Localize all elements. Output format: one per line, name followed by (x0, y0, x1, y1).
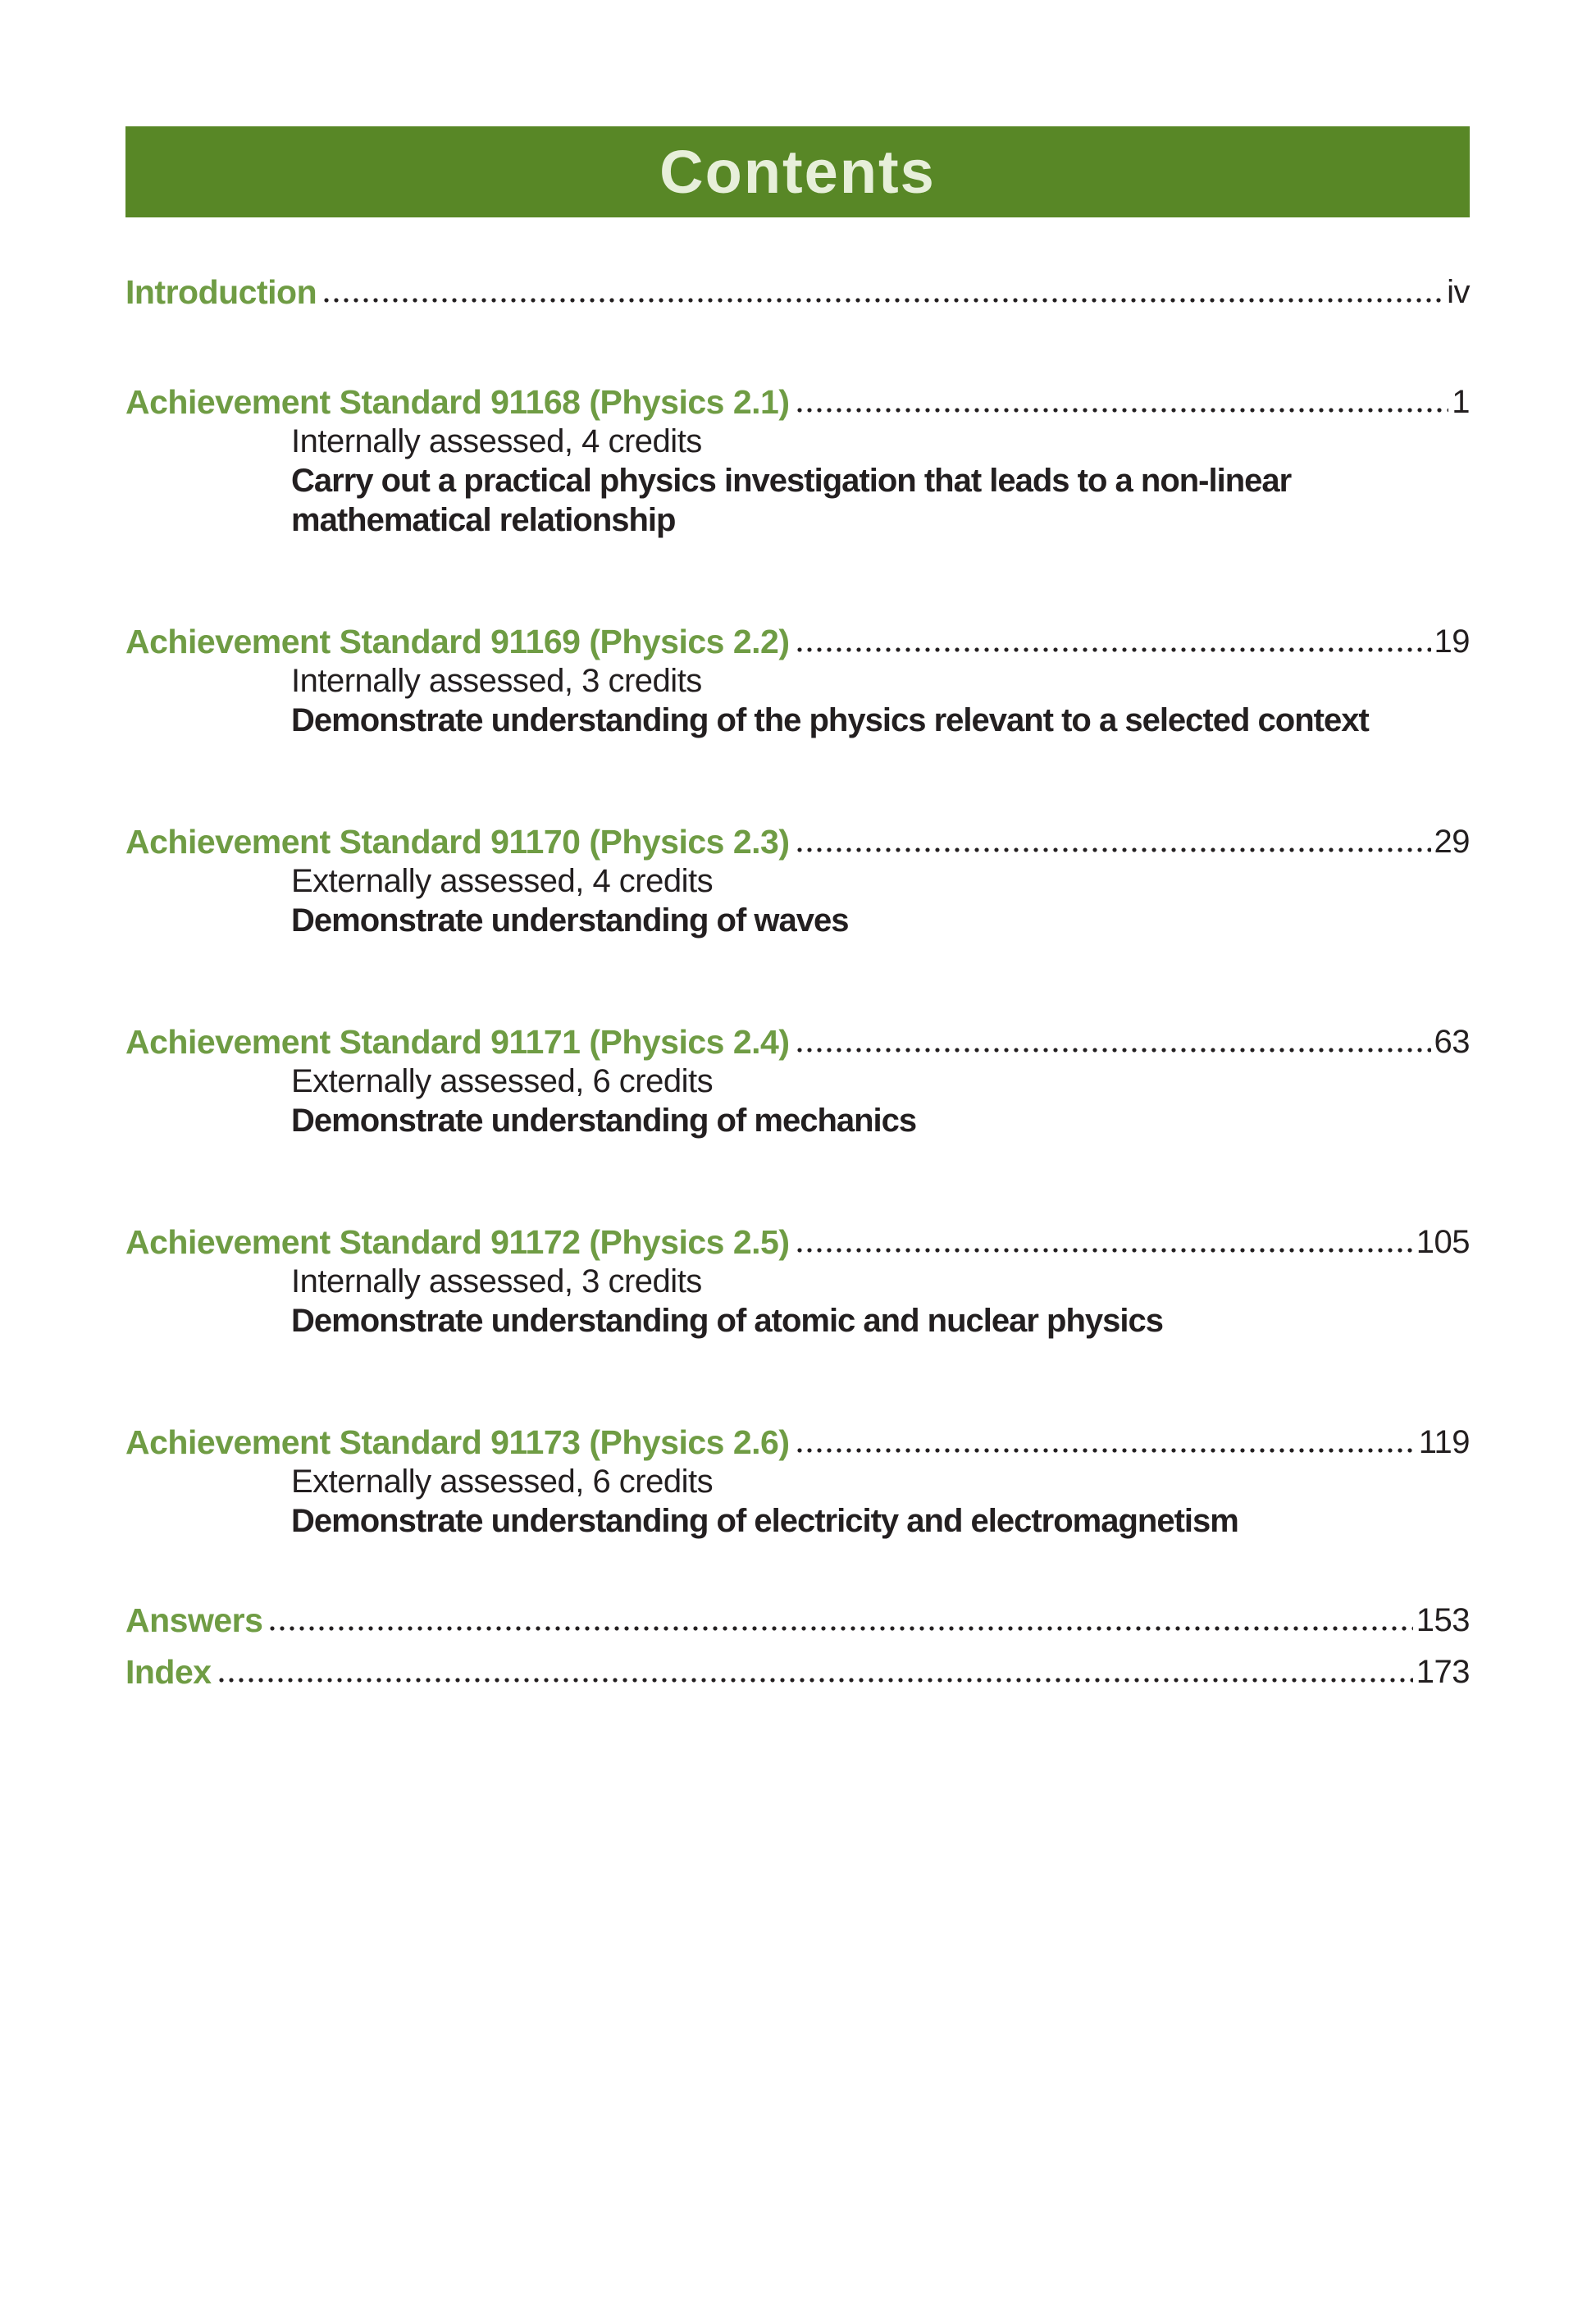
toc-entry-page-number: 1 (1452, 384, 1470, 420)
dot-leader (795, 382, 1449, 422)
toc-entry-introduction (125, 272, 1470, 312)
contents-page (0, 126, 1596, 2311)
toc-section-standard-91170 (125, 822, 1470, 940)
toc-section-standard-91169 (125, 622, 1470, 740)
toc-entry-label: Achievement Standard 91170 (Physics 2.3) (125, 823, 790, 861)
standard-assessment-info: Internally assessed, 3 credits (291, 1263, 702, 1299)
toc-entry-standard (125, 382, 1470, 422)
toc-entry-label: Achievement Standard 91168 (Physics 2.1) (125, 383, 790, 421)
toc-section-standard-91171 (125, 1022, 1470, 1140)
standard-assessment-info: Internally assessed, 3 credits (291, 663, 702, 699)
standard-description: Demonstrate understanding of waves (291, 902, 849, 939)
toc-entry-page-number: 119 (1418, 1424, 1470, 1460)
toc-entry-label: Achievement Standard 91173 (Physics 2.6) (125, 1423, 790, 1461)
standard-assessment-info: Externally assessed, 6 credits (291, 1063, 714, 1099)
toc-entry-page-number: iv (1447, 274, 1470, 310)
standard-assessment-info: Externally assessed, 4 credits (291, 863, 714, 899)
standard-assessment-info: Externally assessed, 6 credits (291, 1464, 714, 1500)
dot-leader (795, 1022, 1431, 1062)
standard-description: Demonstrate understanding of the physics relevant to a selected context (291, 702, 1369, 738)
toc-entry-label: Answers (125, 1601, 263, 1639)
dot-leader (267, 1601, 1412, 1640)
toc-section-standard-91173 (125, 1423, 1470, 1541)
toc-entry-standard (125, 1022, 1470, 1062)
toc-entry-standard (125, 1222, 1470, 1262)
toc-entry-index (125, 1652, 1470, 1692)
page-title: Contents (659, 138, 936, 206)
toc-entry-page-number: 173 (1416, 1654, 1470, 1690)
standard-assessment-info: Internally assessed, 4 credits (291, 423, 702, 459)
dot-leader (795, 1423, 1416, 1462)
toc-entry-label: Index (125, 1653, 212, 1691)
standard-description: Demonstrate understanding of atomic and nuclear physics (291, 1303, 1164, 1339)
table-of-contents (125, 272, 1470, 1692)
toc-entry-standard (125, 822, 1470, 861)
dot-leader (795, 622, 1431, 661)
toc-entry-label: Achievement Standard 91169 (Physics 2.2) (125, 623, 790, 660)
standard-description: Demonstrate understanding of electricity and electromagnetism (291, 1503, 1238, 1539)
toc-entry-page-number: 63 (1434, 1024, 1470, 1060)
toc-entry-label: Introduction (125, 273, 317, 311)
toc-entry-page-number: 19 (1434, 623, 1470, 660)
standard-description: Carry out a practical physics investigation that leads to a non-linear mathematical relationship (291, 463, 1292, 538)
standard-description: Demonstrate understanding of mechanics (291, 1103, 917, 1139)
toc-entry-answers (125, 1601, 1470, 1640)
toc-entry-label: Achievement Standard 91172 (Physics 2.5) (125, 1223, 790, 1261)
toc-entry-label: Achievement Standard 91171 (Physics 2.4) (125, 1023, 790, 1061)
toc-entry-page-number: 105 (1416, 1224, 1470, 1260)
toc-entry-page-number: 153 (1416, 1602, 1470, 1638)
toc-entry-standard (125, 1423, 1470, 1462)
toc-entry-page-number: 29 (1434, 824, 1470, 860)
dot-leader (795, 1222, 1413, 1262)
toc-section-standard-91168 (125, 382, 1470, 540)
dot-leader (321, 272, 1443, 312)
toc-section-standard-91172 (125, 1222, 1470, 1340)
toc-entry-standard (125, 622, 1470, 661)
dot-leader (217, 1652, 1413, 1692)
dot-leader (795, 822, 1431, 861)
contents-banner (125, 126, 1470, 217)
